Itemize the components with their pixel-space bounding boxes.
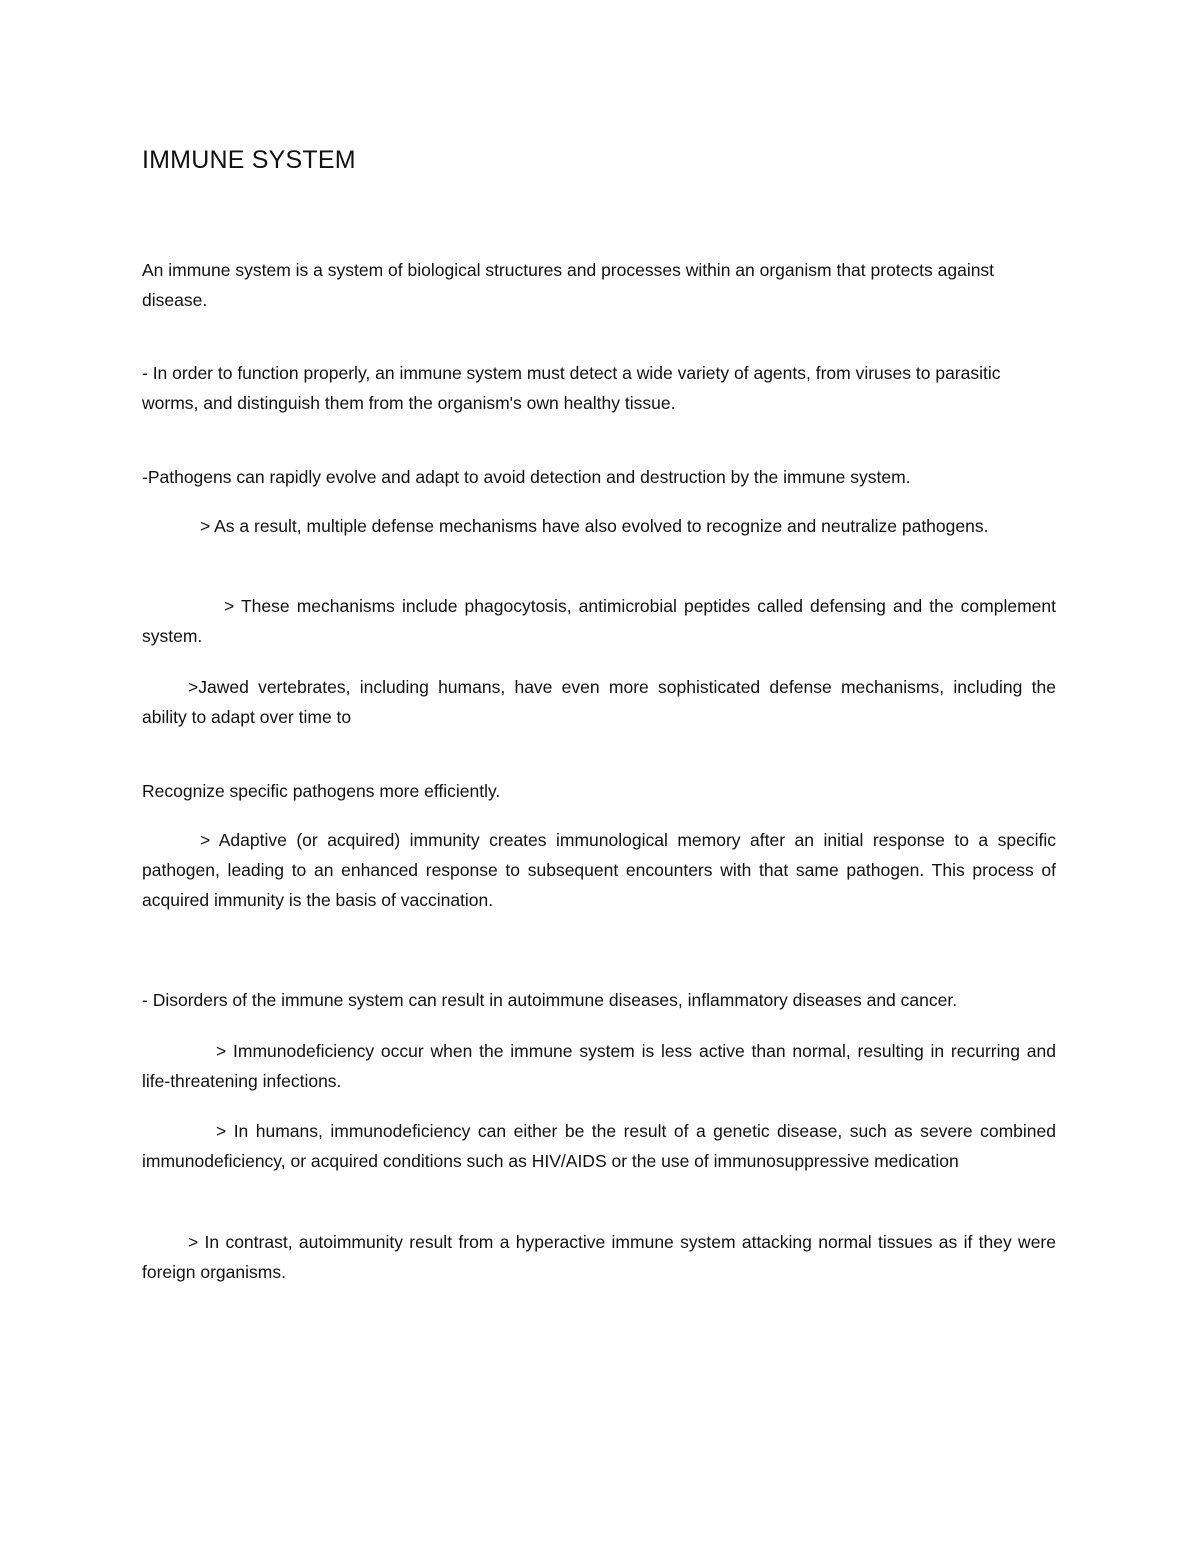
page-title: IMMUNE SYSTEM	[142, 146, 356, 174]
paragraph-disorders: - Disorders of the immune system can result in autoimmune diseases, inflammatory diseases and cancer.	[142, 990, 958, 1010]
paragraph-intro: An immune system is a system of biological structures and processes within an organism that protects against disease.	[142, 260, 995, 310]
paragraph-humans-immunodeficiency: > In humans, immunodeficiency can either be the result of a genetic disease, such as severe combined immunodeficiency, or acquired conditions such as HIV/AIDS or the use of immunosuppressive medication	[142, 1121, 1056, 1171]
paragraph-defense-mechanisms: > As a result, multiple defense mechanisms have also evolved to recognize and neutralize pathogens.	[200, 516, 989, 536]
paragraph-autoimmunity: > In contrast, autoimmunity result from a hyperactive immune system attacking normal tissues as if they were foreign organisms.	[142, 1232, 1056, 1282]
paragraph-phagocytosis: > These mechanisms include phagocytosis, antimicrobial peptides called defensing and the complement system.	[142, 596, 1056, 646]
paragraph-adaptive-immunity: > Adaptive (or acquired) immunity creates immunological memory after an initial response to a specific pathogen, leading to an enhanced response to subsequent encounters with that same pathogen. This process of acquired immunity is the basis of vaccination.	[142, 830, 1056, 910]
paragraph-jawed-vertebrates: >Jawed vertebrates, including humans, have even more sophisticated defense mechanisms, including the ability to adapt over time to	[142, 677, 1056, 727]
paragraph-pathogens: -Pathogens can rapidly evolve and adapt to avoid detection and destruction by the immune system.	[142, 467, 911, 487]
paragraph-immunodeficiency: > Immunodeficiency occur when the immune system is less active than normal, resulting in recurring and life-threatening infections.	[142, 1041, 1056, 1091]
paragraph-recognize: Recognize specific pathogens more efficiently.	[142, 781, 501, 801]
paragraph-detection: - In order to function properly, an immune system must detect a wide variety of agents, from viruses to parasitic worms, and distinguish them from the organism's own healthy tissue.	[142, 363, 1001, 413]
